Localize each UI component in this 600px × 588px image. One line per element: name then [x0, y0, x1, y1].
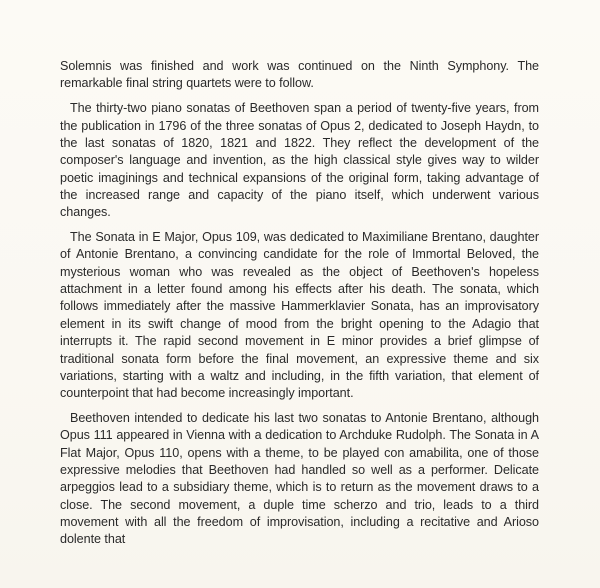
- liner-notes-text: [60, 58, 539, 549]
- paragraph-piano-sonatas: The thirty-two piano sonatas of Beethoven span a period of twenty-five years, from the publication in 1796 of the three sonatas of Opus 2, dedicated to Joseph Haydn, to the last sonatas of 1820, 1821 and 1822. They reflect the development of the composer's language and invention, as the high classical style gives way to wilder poetic imaginings and technical expansions of the original form, taking advantage of the increased range and capacity of the piano itself, which underwent various changes.: [60, 101, 539, 220]
- paragraph-opus-110: Beethoven intended to dedicate his last two sonatas to Antonie Brentano, although Opus 111 appeared in Vienna with a dedication to Archduke Rudolph. The Sonata in A Flat Major, Opus 110, opens with a theme, to be played con amabilita, one of those expressive melodies that Beethoven had handled so well as a performer. Delicate arpeggios lead to a subsidiary theme, which is to return as the movement draws to a close. The second movement, a duple time scherzo and trio, leads to a third movement with all the freedom of improvisation, including a recitative and Arioso dolente that: [60, 411, 539, 547]
- paragraph-opus-109: The Sonata in E Major, Opus 109, was dedicated to Maximiliane Brentano, daughter of Antonie Brentano, a convincing candidate for the role of Immortal Beloved, the mysterious woman who was revealed as the object of Beethoven's hopeless attachment in a letter found among his effects after his death. The sonata, which follows immediately after the massive Hammerklavier Sonata, has an improvisatory element in its swift change of mood from the bright opening to the Adagio that interrupts it. The rapid second movement in E minor provides a brief glimpse of traditional sonata form before the final movement, an expressive theme and six variations, starting with a waltz and including, in the fifth variation, that element of counterpoint that had become increasingly important.: [60, 230, 539, 401]
- paragraph-continuation: Solemnis was finished and work was continued on the Ninth Symphony. The remarkable final string quartets were to follow.: [60, 59, 539, 91]
